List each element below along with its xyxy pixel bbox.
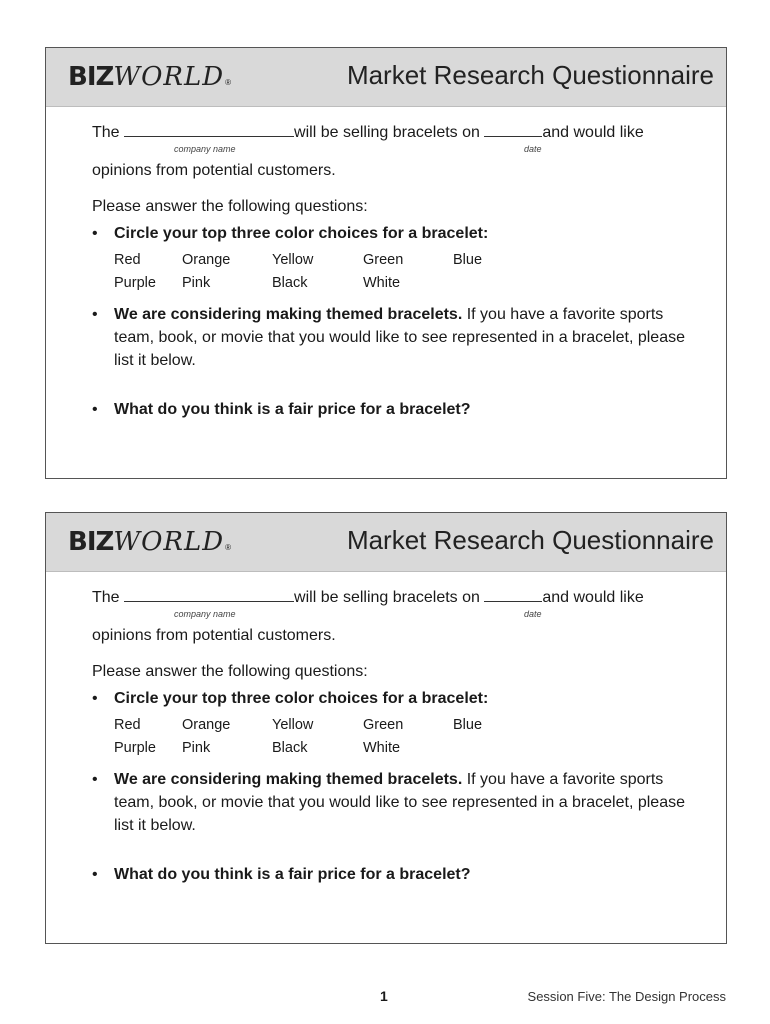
color-option[interactable]: Purple bbox=[114, 275, 156, 291]
color-option[interactable]: Red bbox=[114, 252, 141, 268]
bizworld-logo bbox=[68, 527, 231, 557]
intro-the: The bbox=[92, 589, 120, 606]
question-2-bold: We are considering making themed bracelets. bbox=[114, 306, 463, 323]
question-2 bbox=[92, 303, 696, 372]
card-header bbox=[46, 513, 726, 572]
logo-registered: ® bbox=[225, 543, 231, 552]
color-options bbox=[114, 714, 696, 760]
company-name-blank[interactable] bbox=[124, 587, 294, 602]
date-caption: date bbox=[524, 144, 542, 154]
question-3 bbox=[92, 398, 696, 421]
color-option[interactable]: Blue bbox=[453, 252, 483, 268]
intro-line bbox=[92, 587, 696, 619]
card-title: Market Research Questionnaire bbox=[346, 60, 714, 90]
question-2-text: If you have a favorite sports team, book, or movie that you would like to see represented in a bracelet, please list it below. bbox=[114, 771, 685, 834]
logo-biz: BIZ bbox=[68, 62, 114, 92]
color-option[interactable]: Green bbox=[363, 717, 404, 733]
color-option[interactable]: Purple bbox=[114, 740, 156, 756]
logo-registered: ® bbox=[225, 78, 231, 87]
instructions: Please answer the following questions: bbox=[92, 663, 368, 680]
logo-biz: BIZ bbox=[68, 527, 114, 557]
question-2 bbox=[92, 768, 696, 837]
date-blank[interactable] bbox=[484, 587, 542, 602]
question-1-text: Circle your top three color choices for a bracelet: bbox=[114, 225, 489, 242]
color-option[interactable]: Pink bbox=[182, 275, 211, 291]
color-options bbox=[114, 249, 696, 295]
color-option[interactable]: Yellow bbox=[272, 252, 314, 268]
bizworld-logo bbox=[68, 62, 231, 92]
company-name-caption: company name bbox=[174, 609, 236, 619]
color-option[interactable]: White bbox=[363, 740, 401, 756]
color-option[interactable]: Black bbox=[272, 740, 308, 756]
color-option[interactable]: White bbox=[363, 275, 401, 291]
card-body bbox=[92, 122, 696, 421]
session-label: Session Five: The Design Process bbox=[527, 989, 726, 1004]
question-list bbox=[92, 687, 696, 886]
intro-line bbox=[92, 122, 696, 154]
intro-line-2: opinions from potential customers. bbox=[92, 162, 336, 179]
date-blank[interactable] bbox=[484, 122, 542, 137]
intro-middle: will be selling bracelets on bbox=[294, 589, 480, 606]
questionnaire-card-2 bbox=[45, 512, 727, 944]
question-1-text: Circle your top three color choices for a bracelet: bbox=[114, 690, 489, 707]
intro-line-2: opinions from potential customers. bbox=[92, 627, 336, 644]
question-3-text: What do you think is a fair price for a bracelet? bbox=[114, 866, 471, 883]
question-3-text: What do you think is a fair price for a bracelet? bbox=[114, 401, 471, 418]
question-2-bold: We are considering making themed bracelets. bbox=[114, 771, 463, 788]
company-name-caption: company name bbox=[174, 144, 236, 154]
card-body bbox=[92, 587, 696, 886]
question-1 bbox=[92, 222, 696, 295]
question-list bbox=[92, 222, 696, 421]
color-option[interactable]: Pink bbox=[182, 740, 211, 756]
intro-end: and would like bbox=[542, 124, 644, 141]
color-option[interactable]: Green bbox=[363, 252, 404, 268]
questionnaire-card-1 bbox=[45, 47, 727, 479]
color-option[interactable]: Black bbox=[272, 275, 308, 291]
question-3 bbox=[92, 863, 696, 886]
page-number: 1 bbox=[380, 988, 388, 1004]
question-2-text: If you have a favorite sports team, book, or movie that you would like to see represented in a bracelet, please list it below. bbox=[114, 306, 685, 369]
question-1 bbox=[92, 687, 696, 760]
intro-the: The bbox=[92, 124, 120, 141]
color-option[interactable]: Blue bbox=[453, 717, 483, 733]
color-option[interactable]: Red bbox=[114, 717, 141, 733]
instructions: Please answer the following questions: bbox=[92, 198, 368, 215]
color-option[interactable]: Orange bbox=[182, 717, 231, 733]
color-option[interactable]: Yellow bbox=[272, 717, 314, 733]
logo-world: WORLD bbox=[113, 527, 225, 557]
color-option[interactable]: Orange bbox=[182, 252, 231, 268]
card-title: Market Research Questionnaire bbox=[346, 525, 714, 555]
company-name-blank[interactable] bbox=[124, 122, 294, 137]
intro-middle: will be selling bracelets on bbox=[294, 124, 480, 141]
card-header bbox=[46, 48, 726, 107]
intro-end: and would like bbox=[542, 589, 644, 606]
logo-world: WORLD bbox=[113, 62, 225, 92]
date-caption: date bbox=[524, 609, 542, 619]
